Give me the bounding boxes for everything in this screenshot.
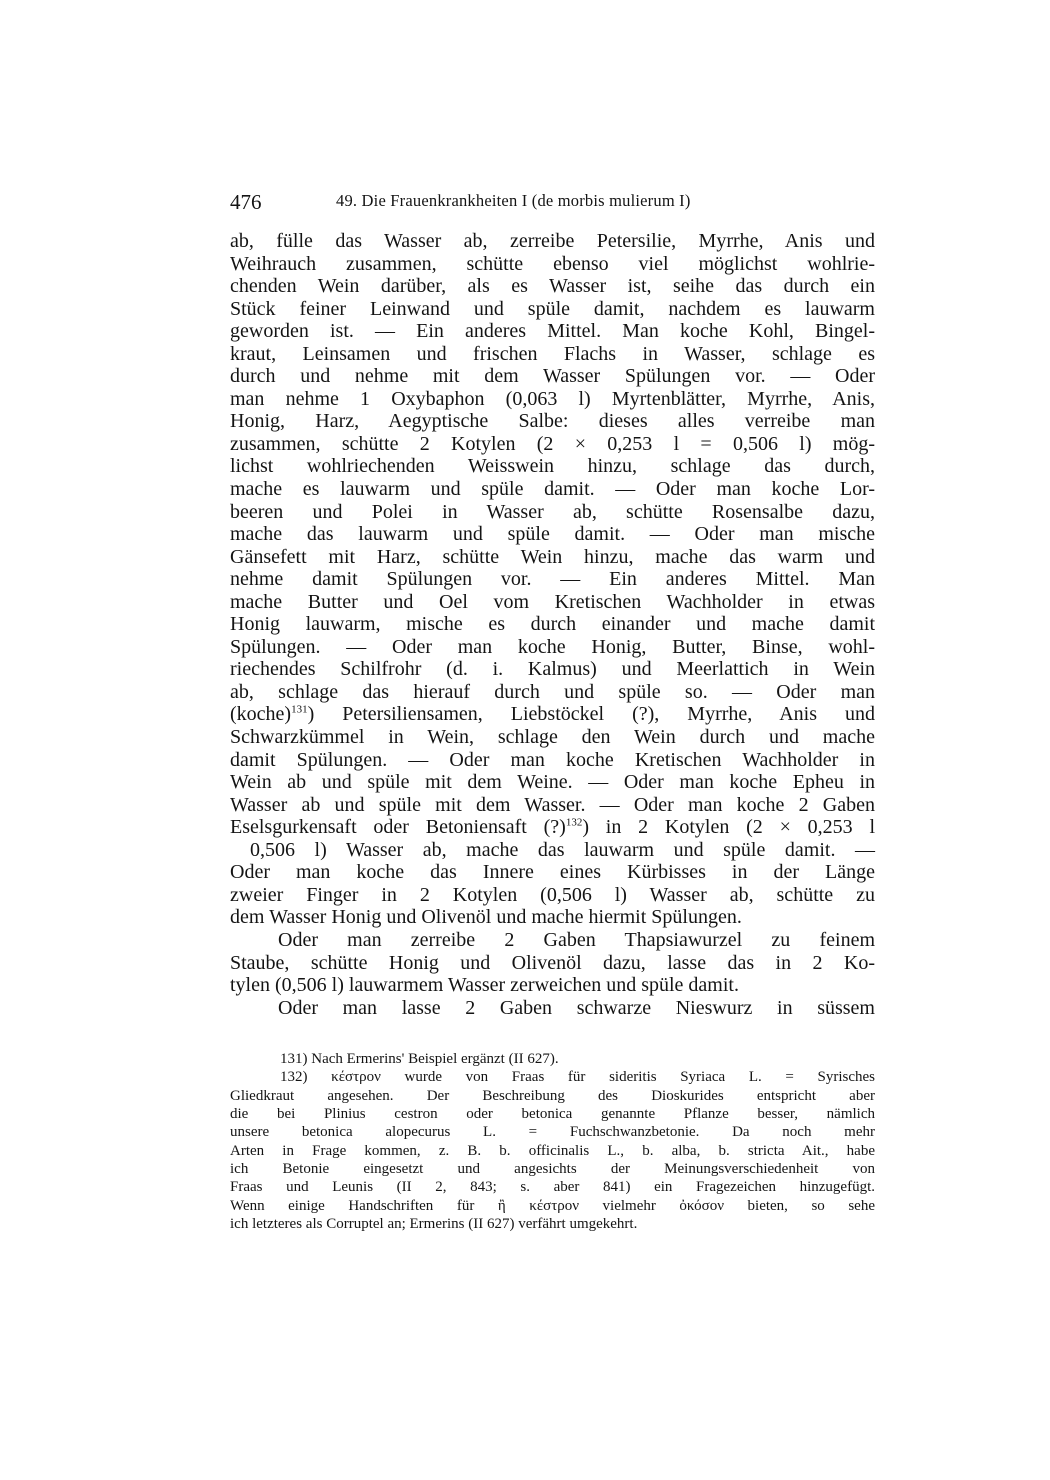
text-line: ab, schlage das hierauf durch und spüle so. — Oder man bbox=[230, 680, 875, 703]
text-line: Schwarzkümmel in Wein, schlage den Wein durch und mache bbox=[230, 726, 875, 749]
footnote-line: 132) κέστρον wurde von Fraas für sideritis Syriaca L. = Syrisches bbox=[280, 1069, 875, 1086]
footnote-line: Wenn einige Handschriften für ἢ κέστρον vielmehr ὀκόσον bieten, so sehe bbox=[230, 1197, 875, 1214]
text-line: Weihrauch zusammen, schütte ebenso viel möglichst wohlrie- bbox=[230, 252, 875, 275]
text-segment: Eselsgurkensaft oder Betoniensaft (?) bbox=[230, 816, 566, 839]
footnote-line: ich letzteres als Corruptel an; Ermerins (II 627) verfährt umgekehrt. bbox=[230, 1216, 638, 1233]
text-line: Oder man zerreibe 2 Gaben Thapsiawurzel zu feinem bbox=[278, 928, 875, 951]
footnote-line: die bei Plinius cestron oder betonica genannte Pflanze besser, nämlich bbox=[230, 1106, 875, 1123]
text-line: dem Wasser Honig und Olivenöl und mache hiermit Spülungen. bbox=[230, 906, 742, 929]
text-line: zweier Finger in 2 Kotylen (0,506 l) Wasser ab, schütte zu bbox=[230, 883, 875, 906]
text-line: man nehme 1 Oxybaphon (0,063 l) Myrtenblätter, Myrrhe, Anis, bbox=[230, 387, 875, 410]
text-line: riechendes Schilfrohr (d. i. Kalmus) und Meerlattich in Wein bbox=[230, 658, 875, 681]
footnote-ref: 132 bbox=[565, 816, 583, 829]
text-line: Oder man koche das Innere eines Kürbisses in der Länge bbox=[230, 861, 875, 884]
text-line: 0,506 l) Wasser ab, mache das lauwarm und spüle damit. — bbox=[250, 838, 875, 861]
text-line: Gänsefett mit Harz, schütte Wein hinzu, mache das warm und bbox=[230, 545, 875, 568]
text-line: Honig, Harz, Aegyptische Salbe: dieses alles verreibe man bbox=[230, 410, 875, 433]
text-line: ab, fülle das Wasser ab, zerreibe Petersilie, Myrrhe, Anis und bbox=[230, 230, 875, 252]
text-line: mache das lauwarm und spüle damit. — Oder man mische bbox=[230, 523, 875, 546]
main-text bbox=[230, 230, 875, 1019]
text-segment: ) Petersiliensamen, Liebstöckel (?), Myrrhe, Anis und bbox=[307, 703, 875, 726]
text-line: Wasser ab und spüle mit dem Wasser. — Oder man koche 2 Gaben bbox=[230, 793, 875, 816]
text-line-with-note bbox=[230, 816, 875, 839]
page-header bbox=[230, 190, 875, 220]
text-segment: ) in 2 Kotylen (2 × 0,253 l bbox=[582, 816, 875, 839]
footnote-line: Fraas und Leunis (II 2, 843; s. aber 841) ein Fragezeichen hinzugefügt. bbox=[230, 1179, 875, 1196]
text-line-with-note bbox=[230, 703, 875, 726]
text-line: beeren und Polei in Wasser ab, schütte Rosensalbe dazu, bbox=[230, 500, 875, 523]
text-line: chenden Wein darüber, als es Wasser ist, seihe das durch ein bbox=[230, 275, 875, 298]
text-line: Oder man lasse 2 Gaben schwarze Nieswurz in süssem bbox=[278, 996, 875, 1019]
footnote-ref: 131 bbox=[291, 703, 308, 716]
text-line: Staube, schütte Honig und Olivenöl dazu, lasse das in 2 Ko- bbox=[230, 951, 875, 974]
text-line: tylen (0,506 l) lauwarmem Wasser zerweichen und spüle damit. bbox=[230, 974, 739, 997]
footnotes bbox=[230, 1050, 875, 1233]
text-line: Stück feiner Leinwand und spüle damit, nachdem es lauwarm bbox=[230, 297, 875, 320]
text-line: kraut, Leinsamen und frischen Flachs in Wasser, schlage es bbox=[230, 342, 875, 365]
text-line: mache Butter und Oel vom Kretischen Wachholder in etwas bbox=[230, 590, 875, 613]
text-line: Honig lauwarm, mische es durch einander und mache damit bbox=[230, 613, 875, 636]
text-line: damit Spülungen. — Oder man koche Kretischen Wachholder in bbox=[230, 748, 875, 771]
footnote-line: unsere betonica alopecurus L. = Fuchschwanzbetonie. Da noch mehr bbox=[230, 1124, 875, 1141]
footnote-line: Gliedkraut angesehen. Der Beschreibung des Dioskurides entspricht aber bbox=[230, 1087, 875, 1104]
footnote-line: 131) Nach Ermerins' Beispiel ergänzt (II 627). bbox=[280, 1051, 559, 1067]
running-head: 49. Die Frauenkrankheiten I (de morbis mulierum I) bbox=[336, 191, 691, 210]
text-line: zusammen, schütte 2 Kotylen (2 × 0,253 l = 0,506 l) mög- bbox=[230, 432, 875, 455]
footnote-line: Arten in Frage kommen, z. B. b. officinalis L., b. alba, b. stricta Ait., habe bbox=[230, 1142, 875, 1159]
text-segment: (koche) bbox=[230, 703, 292, 726]
text-line: lichst wohlriechenden Weisswein hinzu, schlage das durch, bbox=[230, 455, 875, 478]
text-line: mache es lauwarm und spüle damit. — Oder man koche Lor- bbox=[230, 478, 875, 501]
text-line: nehme damit Spülungen vor. — Ein anderes Mittel. Man bbox=[230, 568, 875, 591]
text-line: geworden ist. — Ein anderes Mittel. Man koche Kohl, Bingel- bbox=[230, 320, 875, 343]
text-line: durch und nehme mit dem Wasser Spülungen vor. — Oder bbox=[230, 365, 875, 388]
footnote-line: ich Betonie eingesetzt und angesichts der Meinungsverschiedenheit von bbox=[230, 1161, 875, 1178]
text-line: Spülungen. — Oder man koche Honig, Butter, Binse, wohl- bbox=[230, 635, 875, 658]
page-number: 476 bbox=[230, 190, 262, 214]
text-line: Wein ab und spüle mit dem Weine. — Oder man koche Epheu in bbox=[230, 771, 875, 794]
